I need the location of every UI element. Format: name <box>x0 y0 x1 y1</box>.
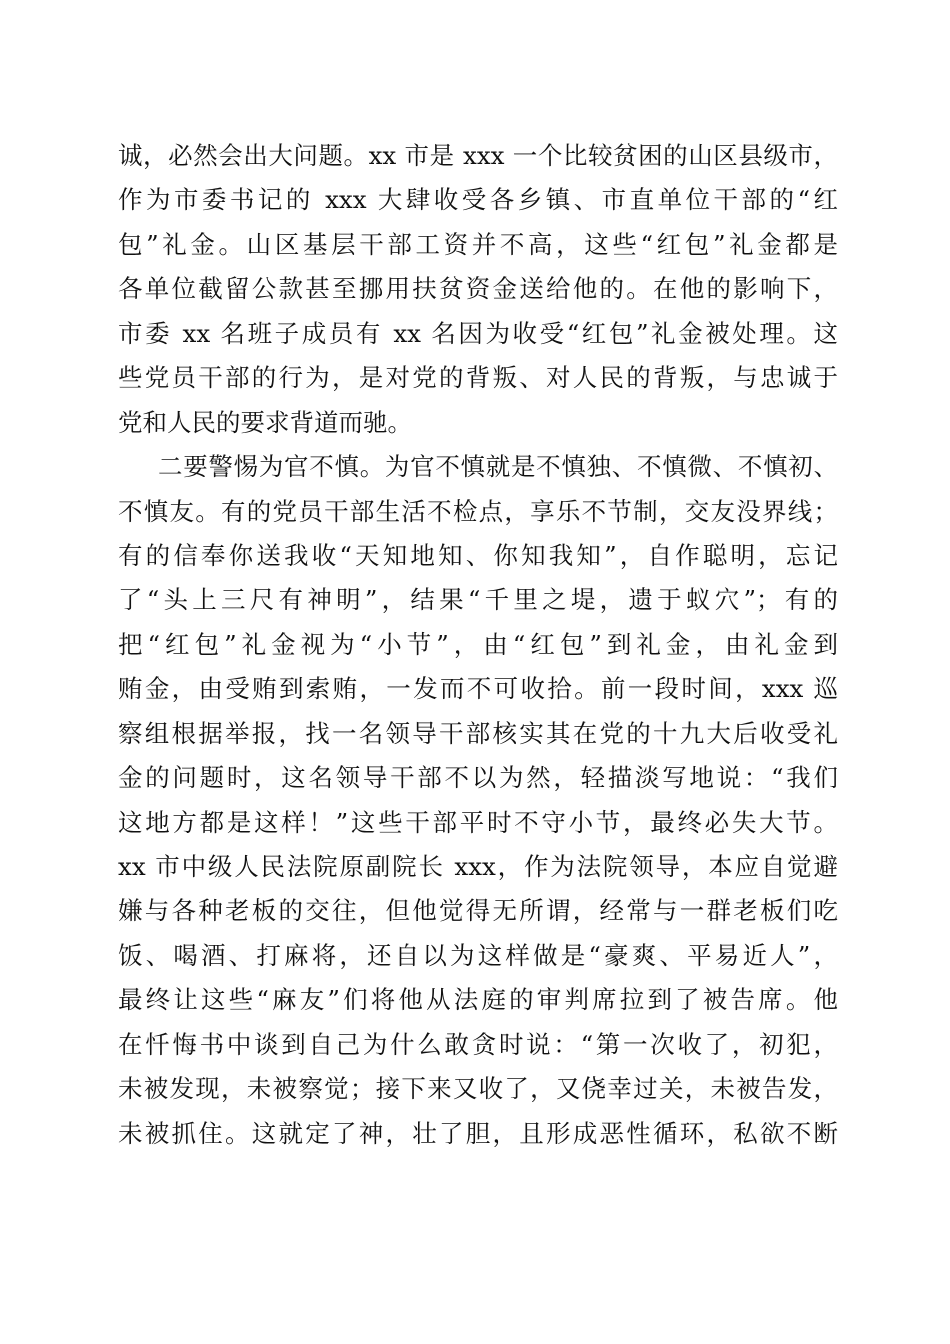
text-line: 不慎友。有的党员干部生活不检点，享乐不节制，交友没界线； <box>118 496 838 526</box>
text-line: 察组根据举报，找一名领导干部核实其在党的十九大后收受礼 <box>118 718 838 748</box>
text-line: 党和人民的要求背道而驰。 <box>118 407 412 437</box>
text-line: 最终让这些“麻友”们将他从法庭的审判席拉到了被告席。他 <box>118 985 838 1015</box>
body-text <box>118 134 838 1156</box>
text-line: 些党员干部的行为，是对党的背叛、对人民的背叛，与忠诚于 <box>118 363 838 393</box>
text-line: 有的信奉你送我收“天知地知、你知我知”，自作聪明，忘记 <box>118 540 838 570</box>
text-line: 这地方都是这样！”这些干部平时不守小节，最终必失大节。 <box>118 807 838 837</box>
text-line: 贿金，由受贿到索贿，一发而不可收拾。前一段时间，xxx 巡 <box>118 674 838 704</box>
text-line: 未被抓住。这就定了神，壮了胆，且形成恶性循环，私欲不断 <box>118 1118 838 1148</box>
text-line: xx 市中级人民法院原副院长 xxx，作为法院领导，本应自觉避 <box>118 852 838 881</box>
text-line: 各单位截留公款甚至挪用扶贫资金送给他的。在他的影响下， <box>118 274 838 304</box>
paragraph-start-line: 二要警惕为官不慎。为官不慎就是不慎独、不慎微、不慎初、 <box>158 452 838 482</box>
text-line: 包”礼金。山区基层干部工资并不高，这些“红包”礼金都是 <box>118 229 838 259</box>
text-line: 了“头上三尺有神明”，结果“千里之堤，遗于蚁穴”；有的 <box>118 585 838 615</box>
text-line: 饭、喝酒、打麻将，还自以为这样做是“豪爽、平易近人”， <box>118 940 838 970</box>
text-line: 市委 xx 名班子成员有 xx 名因为收受“红包”礼金被处理。这 <box>118 318 838 348</box>
text-line: 作为市委书记的 xxx 大肆收受各乡镇、市直单位干部的“红 <box>118 185 838 215</box>
text-line: 诚，必然会出大问题。xx 市是 xxx 一个比较贫困的山区县级市， <box>118 141 838 170</box>
text-line: 把“红包”礼金视为“小节”，由“红包”到礼金，由礼金到 <box>118 629 838 659</box>
text-line: 未被发现，未被察觉；接下来又收了，又侥幸过关，未被告发， <box>118 1074 838 1104</box>
text-line: 嫌与各种老板的交往，但他觉得无所谓，经常与一群老板们吃 <box>118 896 838 926</box>
text-line: 金的问题时，这名领导干部不以为然，轻描淡写地说：“我们 <box>118 763 838 793</box>
text-line: 在忏悔书中谈到自己为什么敢贪时说：“第一次收了，初犯， <box>118 1029 838 1059</box>
